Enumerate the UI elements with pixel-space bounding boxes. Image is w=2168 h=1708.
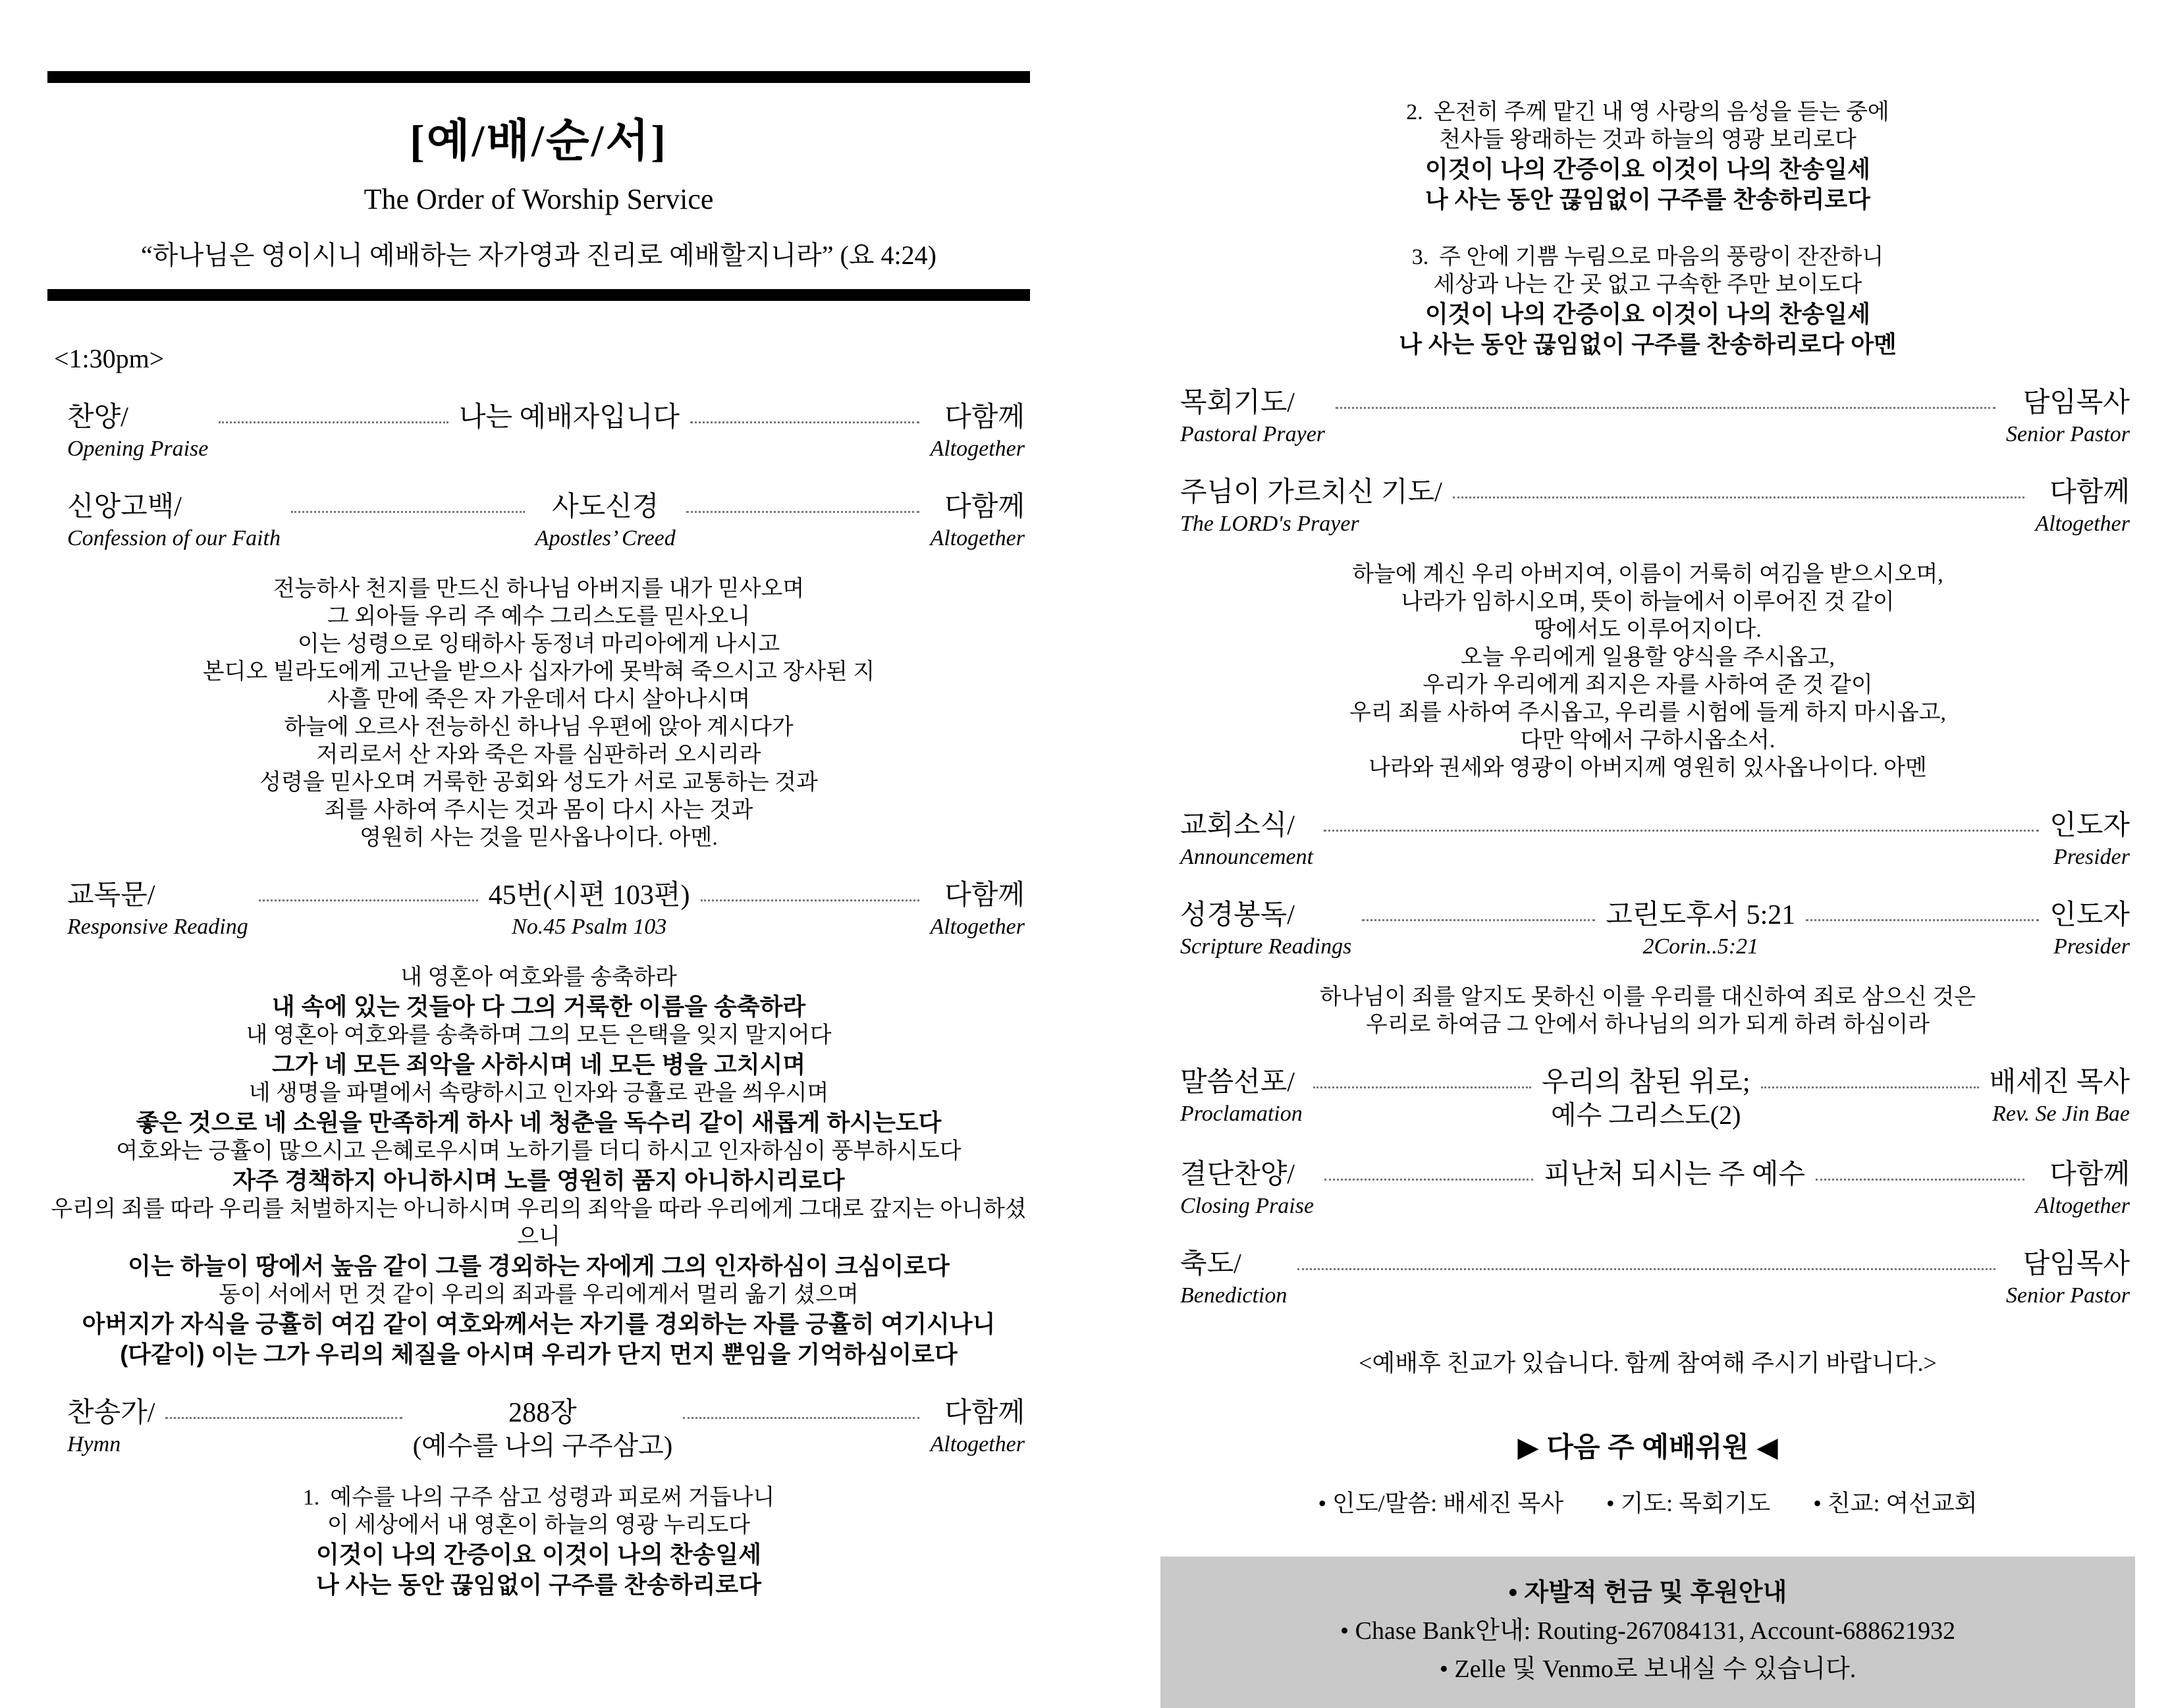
label-en: Hymn — [67, 1432, 121, 1456]
participant-ko: 담임목사 — [2022, 388, 2130, 418]
prayer-line: 땅에서도 이루어지이다. — [1534, 618, 1762, 642]
psalm-line-bold: 이는 하늘이 땅에서 높음 같이 그를 경외하는 자에게 그의 인자하심이 크심이로다 — [128, 1252, 950, 1279]
verse-refrain: 이것이 나의 간증이요 이것이 나의 찬송일세 — [316, 1541, 761, 1568]
theme-verse: “하나님은 영이시니 예배하는 자가영과 진리로 예배할지니라” (요 4:24) — [141, 240, 936, 270]
verse-number: 2. — [1406, 100, 1423, 124]
dotted-leader — [1336, 386, 1995, 409]
dotted-leader — [259, 878, 478, 901]
psalm-line-bold: 아버지가 자식을 긍휼히 여김 같이 여호와께서는 자기를 경외하는 자를 긍휼히 여기시나니 — [82, 1310, 996, 1337]
next-week-servants-list — [1160, 1485, 2135, 1518]
apostles-creed-text — [47, 575, 1030, 852]
verse-refrain: 나 사는 동안 끊임없이 구주를 찬송하리로다 — [1425, 186, 1870, 213]
verse-number: 3. — [1411, 245, 1429, 269]
participant-en: Presider — [2053, 934, 2130, 959]
label-en: Announcement — [1180, 845, 1314, 869]
label-en: Closing Praise — [1180, 1194, 1314, 1218]
offering-support-box — [1160, 1557, 2135, 1708]
item-title: 나는 예배자입니다 — [458, 402, 680, 433]
psalm-line: 우리의 죄를 따라 우리를 처벌하지는 아니하시며 우리의 죄악을 따라 우리에게 그대로 갚지는 아니하셨으니 — [51, 1197, 1027, 1249]
offering-title: • 자발적 헌금 및 후원안내 — [1508, 1579, 1787, 1607]
hymn-verse-1 — [47, 1484, 1030, 1600]
fellowship-note: <예배후 친교가 있습니다. 함께 참여해 주시기 바랍니다.> — [1359, 1350, 1937, 1376]
next-week-item: • 기도: 목회기도 — [1606, 1490, 1771, 1516]
dotted-leader — [1297, 1247, 1995, 1270]
psalm-line: 동이 서에서 먼 것 같이 우리의 죄과를 우리에게서 멀리 옮기 셨으며 — [219, 1283, 859, 1307]
psalm-line: 여호와는 긍휼이 많으시고 은혜로우시며 노하기를 더디 하시고 인자하심이 풍부하시도다 — [116, 1139, 962, 1163]
page-title-english: The Order of Worship Service — [364, 183, 714, 215]
verse-line: 온전히 주께 맡긴 내 영 사랑의 음성을 듣는 중에 — [1433, 100, 1889, 124]
participant-en: Altogether — [930, 915, 1025, 939]
left-column — [47, 0, 1030, 1600]
participant-ko: 다함께 — [944, 1398, 1025, 1428]
creed-line: 저리로서 산 자와 죽은 자를 심판하러 오시리라 — [316, 743, 761, 767]
lords-prayer-text — [1160, 561, 2135, 782]
label-ko: 결단찬양/ — [1180, 1160, 1295, 1190]
zelle-venmo-info: • Zelle 및 Venmo로 보내실 수 있습니다. — [1439, 1655, 1856, 1683]
page-title: [예/배/순/서] — [410, 116, 668, 166]
service-row-opening-praise — [47, 400, 1030, 464]
verse-refrain: 나 사는 동안 끊임없이 구주를 찬송하리로다 아멘 — [1399, 331, 1897, 358]
bank-info: • Chase Bank안내: Routing-267084131, Account-688621932 — [1340, 1617, 1956, 1645]
creed-line: 그 외아들 우리 주 예수 그리스도를 믿사오니 — [327, 604, 751, 629]
label-ko: 교독문/ — [67, 880, 155, 911]
label-en: Benediction — [1180, 1283, 1287, 1308]
dotted-leader — [165, 1396, 402, 1419]
participant-en: Altogether — [2035, 1194, 2130, 1218]
participant-ko: 다함께 — [2049, 1160, 2130, 1190]
prayer-line: 다만 악에서 구하시옵소서. — [1520, 728, 1775, 753]
participant-ko: 담임목사 — [2022, 1249, 2130, 1279]
service-row-confession — [47, 490, 1030, 553]
label-ko: 찬양/ — [67, 402, 128, 433]
psalm-line-bold: (다같이) 이는 그가 우리의 체질을 아시며 우리가 단지 먼지 뿐임을 기억하심이로다 — [120, 1341, 958, 1368]
right-column — [1160, 0, 2135, 1708]
dotted-leader — [1362, 898, 1595, 921]
psalm-line: 네 생명을 파멸에서 속량하시고 인자와 긍휼로 관을 씌우시며 — [248, 1081, 829, 1106]
dotted-leader — [1313, 1065, 1531, 1088]
service-row-benediction — [1160, 1247, 2135, 1310]
label-en: Responsive Reading — [67, 915, 248, 939]
participant-ko: 배세진 목사 — [1989, 1067, 2130, 1098]
prayer-line: 나라와 권세와 영광이 아버지께 영원히 있사옵나이다. 아멘 — [1369, 756, 1927, 780]
verse-line: 주 안에 기쁨 누림으로 마음의 풍랑이 잔잔하니 — [1439, 245, 1884, 269]
item-title: 45번(시편 103편) — [488, 880, 690, 911]
dotted-leader — [1453, 475, 2025, 498]
psalm-line: 내 영혼아 여호와를 송축하라 — [400, 965, 677, 990]
label-en: Scripture Readings — [1180, 934, 1352, 959]
service-row-scripture-readings — [1160, 898, 2135, 961]
participant-en: Altogether — [930, 1432, 1025, 1456]
creed-line: 하늘에 오르사 전능하신 하나님 우편에 앉아 계시다가 — [284, 715, 794, 739]
creed-line: 성령을 믿사오며 거룩한 공회와 성도가 서로 교통하는 것과 — [259, 770, 818, 795]
prayer-line: 오늘 우리에게 일용할 양식을 주시옵고, — [1460, 645, 1835, 670]
scripture-line: 하나님이 죄를 알지도 못하신 이를 우리를 대신하여 죄로 삼으신 것은 — [1319, 985, 1976, 1009]
item-title: 288장 — [508, 1398, 577, 1428]
item-title-en: 2Corin..5:21 — [1642, 934, 1759, 959]
dotted-leader — [690, 400, 920, 423]
header-bottom-rule — [47, 289, 1030, 301]
verse-number: 1. — [302, 1485, 320, 1510]
hymn-verse-3 — [1160, 244, 2135, 360]
service-row-responsive-reading — [47, 878, 1030, 942]
service-row-lords-prayer — [1160, 475, 2135, 539]
label-ko: 교회소식/ — [1180, 811, 1295, 841]
label-ko: 축도/ — [1180, 1249, 1241, 1279]
service-time: <1:30pm> — [54, 344, 165, 373]
dotted-leader — [686, 490, 920, 513]
verse-line: 이 세상에서 내 영혼이 하늘의 영광 누리도다 — [327, 1513, 751, 1537]
creed-line: 본디오 빌라도에게 고난을 받으사 십자가에 못박혀 죽으시고 장사된 지 — [202, 660, 875, 684]
item-title: 피난처 되시는 주 예수 — [1544, 1160, 1806, 1190]
verse-line: 예수를 나의 구주 삼고 성령과 피로써 거듭나니 — [330, 1485, 775, 1510]
dotted-leader — [219, 400, 448, 423]
psalm-line-bold: 자주 경책하지 아니하시며 노를 영원히 품지 아니하시리로다 — [232, 1167, 845, 1194]
sermon-title: 우리의 참된 위로; — [1541, 1067, 1750, 1098]
creed-line: 전능하사 천지를 만드신 하나님 아버지를 내가 믿사오며 — [273, 577, 805, 601]
participant-en: Altogether — [930, 526, 1025, 550]
label-ko: 주님이 가르치신 기도/ — [1180, 477, 1442, 508]
item-subtitle: (예수를 나의 구주삼고) — [412, 1431, 673, 1460]
dotted-leader — [1806, 898, 2039, 921]
label-en: Pastoral Prayer — [1180, 422, 1326, 446]
next-week-item: • 인도/말씀: 배세진 목사 — [1318, 1490, 1564, 1516]
item-title-en: No.45 Psalm 103 — [512, 915, 667, 939]
bulletin-header — [47, 71, 1030, 301]
hymn-verse-2 — [1160, 99, 2135, 215]
verse-refrain: 이것이 나의 간증이요 이것이 나의 찬송일세 — [1425, 300, 1870, 327]
dotted-leader — [291, 490, 525, 513]
psalm-103-reading — [47, 964, 1030, 1370]
service-row-proclamation — [1160, 1065, 2135, 1131]
participant-ko: 다함께 — [944, 492, 1025, 522]
participant-ko: 인도자 — [2049, 811, 2130, 841]
dotted-leader — [1761, 1065, 1979, 1088]
label-ko: 신앙고백/ — [67, 492, 182, 522]
dotted-leader — [1816, 1158, 2024, 1181]
next-week-servants-title: ▶ 다음 주 예배위원 ◀ — [1517, 1431, 1778, 1462]
service-row-hymn — [47, 1396, 1030, 1462]
prayer-line: 우리 죄를 사하여 주시옵고, 우리를 시험에 들게 하지 마시옵고, — [1349, 701, 1947, 725]
participant-en: Altogether — [2035, 512, 2130, 536]
verse-refrain: 나 사는 동안 끊임없이 구주를 찬송하리로다 — [316, 1571, 761, 1598]
sermon-subtitle: 예수 그리스도(2) — [1550, 1100, 1741, 1130]
scripture-line: 우리로 하여금 그 안에서 하나님의 의가 되게 하려 하심이라 — [1365, 1013, 1930, 1037]
participant-en: Presider — [2053, 845, 2130, 869]
label-ko: 찬송가/ — [67, 1398, 155, 1428]
service-row-announcement — [1160, 809, 2135, 872]
label-en: Confession of our Faith — [67, 526, 281, 550]
dotted-leader — [701, 878, 920, 901]
label-ko: 성경봉독/ — [1180, 900, 1295, 930]
service-row-closing-praise — [1160, 1158, 2135, 1221]
label-ko: 말씀선포/ — [1180, 1067, 1295, 1098]
participant-en: Senior Pastor — [2006, 1283, 2130, 1308]
item-title-en: Apostles’ Creed — [535, 526, 676, 550]
label-en: Opening Praise — [67, 437, 209, 461]
participant-ko: 다함께 — [944, 402, 1025, 433]
next-week-item: • 친교: 여선교회 — [1813, 1490, 1978, 1516]
label-en: The LORD's Prayer — [1180, 512, 1359, 536]
header-top-rule — [47, 71, 1030, 83]
dotted-leader — [683, 1396, 919, 1419]
verse-line: 세상과 나는 간 곳 없고 구속한 주만 보이도다 — [1433, 273, 1862, 297]
participant-en: Rev. Se Jin Bae — [1992, 1102, 2130, 1126]
scripture-text — [1160, 984, 2135, 1039]
dotted-leader — [1324, 809, 2039, 832]
prayer-line: 하늘에 계신 우리 아버지여, 이름이 거룩히 여김을 받으시오며, — [1352, 562, 1943, 587]
verse-refrain: 이것이 나의 간증이요 이것이 나의 찬송일세 — [1425, 155, 1870, 182]
item-title: 사도신경 — [552, 492, 659, 522]
prayer-line: 나라가 임하시오며, 뜻이 하늘에서 이루어진 것 같이 — [1401, 590, 1895, 614]
prayer-line: 우리가 우리에게 죄지은 자를 사하여 준 것 같이 — [1423, 673, 1873, 697]
label-ko: 목회기도/ — [1180, 388, 1295, 418]
label-en: Proclamation — [1180, 1102, 1303, 1126]
psalm-line-bold: 좋은 것으로 네 소원을 만족하게 하사 네 청춘을 독수리 같이 새롭게 하시는도다 — [136, 1109, 942, 1136]
participant-ko: 다함께 — [944, 880, 1025, 911]
participant-ko: 인도자 — [2049, 900, 2130, 930]
psalm-line: 내 영혼아 여호와를 송축하며 그의 모든 은택을 잊지 말지어다 — [246, 1023, 832, 1048]
dotted-leader — [1324, 1158, 1533, 1181]
participant-en: Senior Pastor — [2006, 422, 2130, 446]
service-row-pastoral-prayer — [1160, 386, 2135, 449]
creed-line: 영원히 사는 것을 믿사옵나이다. 아멘. — [360, 826, 718, 850]
creed-line: 사흘 만에 죽은 자 가운데서 다시 살아나시며 — [327, 687, 751, 712]
participant-ko: 다함께 — [2049, 477, 2130, 508]
psalm-line-bold: 그가 네 모든 죄악을 사하시며 네 모든 병을 고치시며 — [271, 1051, 806, 1078]
item-title: 고린도후서 5:21 — [1606, 900, 1796, 930]
creed-line: 이는 성령으로 잉태하사 동정녀 마리아에게 나시고 — [297, 632, 780, 656]
creed-line: 죄를 사하여 주시는 것과 몸이 다시 사는 것과 — [324, 798, 753, 822]
verse-line: 천사들 왕래하는 것과 하늘의 영광 보리로다 — [1439, 128, 1856, 152]
psalm-line-bold: 내 속에 있는 것들아 다 그의 거룩한 이름을 송축하라 — [271, 993, 806, 1020]
participant-en: Altogether — [930, 437, 1025, 461]
